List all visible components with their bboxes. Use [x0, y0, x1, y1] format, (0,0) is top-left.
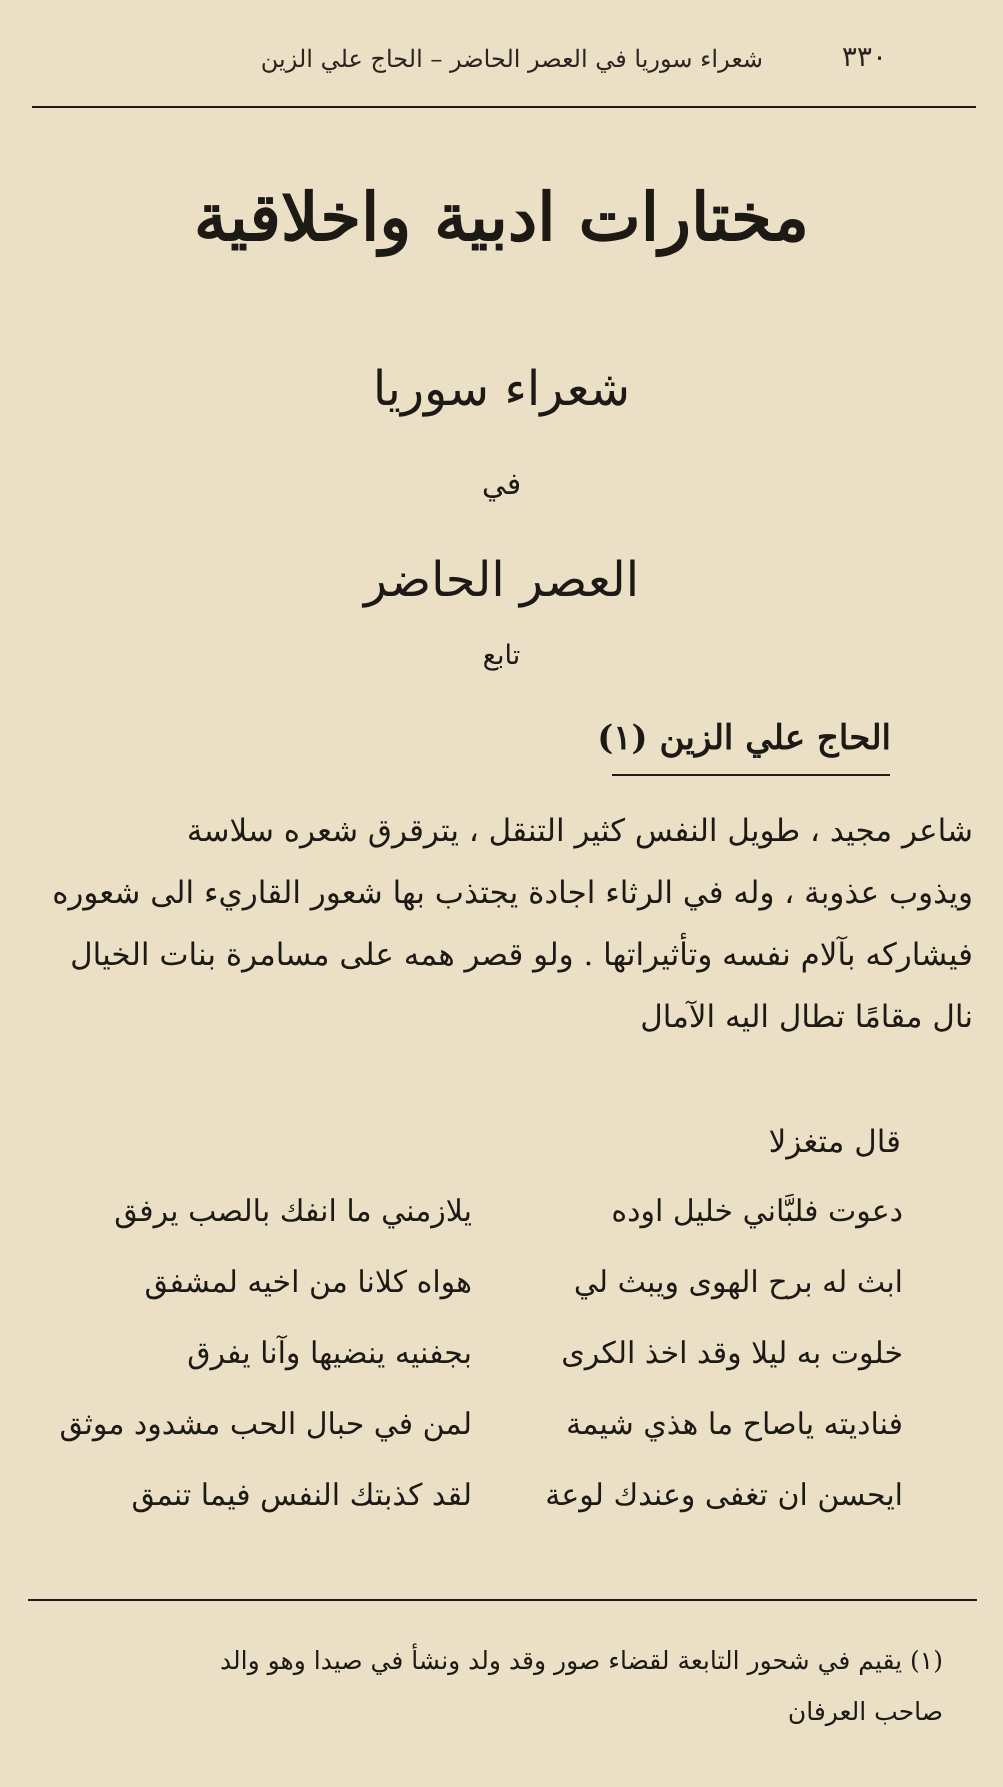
poem-hemistich-first: خلوت به ليلا وقد اخذ الكرى: [561, 1336, 903, 1371]
header-divider: [32, 106, 976, 108]
biography-line: شاعر مجيد ، طويل النفس كثير التنقل ، يترقرق شعره سلاسة: [186, 813, 973, 849]
poem-hemistich-second: بجفنيه ينضيها وآنا يفرق: [187, 1336, 472, 1371]
poem-hemistich-second: هواه كلانا من اخيه لمشفق: [144, 1265, 472, 1300]
poem-verse: [82, 1334, 903, 1405]
page-header: [0, 40, 1003, 88]
biography-line: فيشاركه بآلام نفسه وتأثيراتها . ولو قصر همه على مسامرة بنات الخيال: [70, 937, 973, 973]
footnote: [18, 1635, 943, 1737]
poem-verses: [59, 1192, 903, 1547]
biography-line: نال مقامًا تطال اليه الآمال: [640, 999, 973, 1035]
footnote-line: (١) يقيم في شحور التابعة لقضاء صور وقد ولد ونشأ في صيدا وهو والد: [219, 1646, 943, 1675]
main-title: مختارات ادبية واخلاقية: [194, 178, 809, 256]
running-title: شعراء سوريا في العصر الحاضر – الحاج علي الزين: [260, 45, 763, 73]
connector-label: في: [481, 467, 522, 502]
poem-verse: [59, 1405, 903, 1476]
continued-label: تابع: [482, 640, 521, 671]
poet-heading-underline: [612, 774, 890, 776]
poem-hemistich-first: دعوت فلبَّاني خليل اوده: [611, 1194, 903, 1229]
footnote-divider: [28, 1599, 977, 1601]
poem-hemistich-second: لقد كذبتك النفس فيما تنمق: [131, 1478, 472, 1513]
poem-hemistich-first: ايحسن ان تغفى وعندك لوعة: [545, 1478, 903, 1513]
biography-line: ويذوب عذوبة ، وله في الرثاء اجادة يجتذب بها شعور القاريء الى شعوره: [52, 875, 973, 911]
poem-verse: [82, 1263, 903, 1334]
poem-hemistich-second: لمن في حبال الحب مشدود موثق: [59, 1407, 472, 1442]
biography-paragraph: [22, 800, 973, 1048]
poem-hemistich-first: ابث له برح الهوى ويبث لي: [573, 1265, 903, 1300]
poem-hemistich-first: فناديته ياصاح ما هذي شيمة: [566, 1407, 903, 1442]
poem-verse: [82, 1192, 903, 1263]
poem-verse: [82, 1476, 903, 1547]
era-title: العصر الحاضر: [363, 552, 640, 608]
footnote-line: صاحب العرفان: [787, 1697, 943, 1726]
subtitle: شعراء سوريا: [372, 361, 631, 417]
poet-heading: الحاج علي الزين (١): [597, 718, 891, 758]
poem-hemistich-second: يلازمني ما انفك بالصب يرفق: [114, 1194, 472, 1229]
poem-intro: قال متغزلا: [768, 1124, 901, 1160]
page-number: ٣٣٠: [841, 40, 887, 73]
